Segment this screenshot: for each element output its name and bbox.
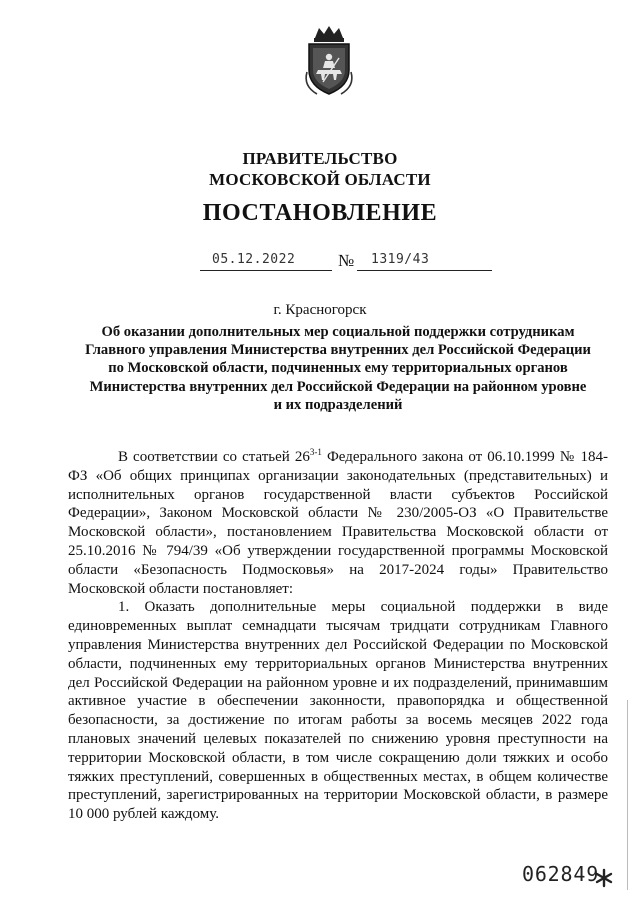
coat-of-arms-icon bbox=[301, 24, 357, 98]
preamble-text-start: В соответствии со статьей 26 bbox=[118, 449, 310, 465]
article-superscript: 3-1 bbox=[309, 447, 322, 457]
scan-edge-line bbox=[627, 700, 628, 890]
title-line: Главного управления Министерства внутренних дел Российской Федерации bbox=[85, 342, 591, 359]
issuer-line-1: ПРАВИТЕЛЬСТВО bbox=[242, 149, 398, 168]
issuer-line-2: МОСКОВСКОЙ ОБЛАСТИ bbox=[209, 170, 431, 189]
asterisk-mark-icon bbox=[594, 868, 614, 888]
form-serial-number: 062849 bbox=[522, 862, 600, 886]
title-line: Министерства внутренних дел Российской Федерации на районном уровне bbox=[89, 378, 587, 395]
document-number: 1319/43 bbox=[357, 252, 492, 271]
preamble-text-rest: Федерального закона от 06.10.1999 № 184-ФЗ «Об общих принципах организации законодательных (представительных) и исполнительных органов государственной власти субъектов Российской Федерации», Законом Московской области № 230/2005-ОЗ «О Правительстве Московской области», постановлением Правительства Московской области от 25.10.2016 № 794/39 «Об утверждении государственной программы Московской области «Безопасность Подмосковья» на 2017-2024 годы» Правительство Московской области постановляет: bbox=[68, 449, 608, 597]
document-type-heading: ПОСТАНОВЛЕНИЕ bbox=[202, 200, 438, 226]
number-sign: № bbox=[338, 251, 355, 270]
preamble-paragraph bbox=[68, 448, 608, 598]
clause-1-paragraph: 1. Оказать дополнительные меры социальной поддержки в виде единовременных выплат семнадцати тысячам тридцати сотрудникам Главного управления Министерства внутренних дел Российской Федерации по Московской области, подчиненных ему территориальных органов Министерства внутренних дел Российской Федерации на районном уровне и их подразделений, принимавшим активное участие в обеспечении законности, правопорядка и общественной безопасности, за достижение по итогам работы за восемь месяцев 2022 года плановых значений целевых показателей по снижению уровня преступности на территории Московской области, в том числе сокращению доли тяжких и особо тяжких преступлений, совершенных в общественных местах, в общем количестве преступлений, зарегистрированных на территории Московской области, в размере 10 000 рублей каждому. bbox=[68, 599, 608, 823]
date-number-line bbox=[0, 252, 640, 276]
document-title bbox=[68, 323, 608, 414]
title-line: и их подразделений bbox=[273, 396, 403, 413]
title-line: по Московской области, подчиненных ему территориальных органов bbox=[108, 360, 568, 377]
document-body bbox=[68, 448, 608, 824]
document-date: 05.12.2022 bbox=[200, 252, 332, 271]
place-of-issue: г. Красногорск bbox=[273, 302, 367, 318]
title-line: Об оказании дополнительных мер социальной поддержки сотрудникам bbox=[101, 324, 575, 340]
